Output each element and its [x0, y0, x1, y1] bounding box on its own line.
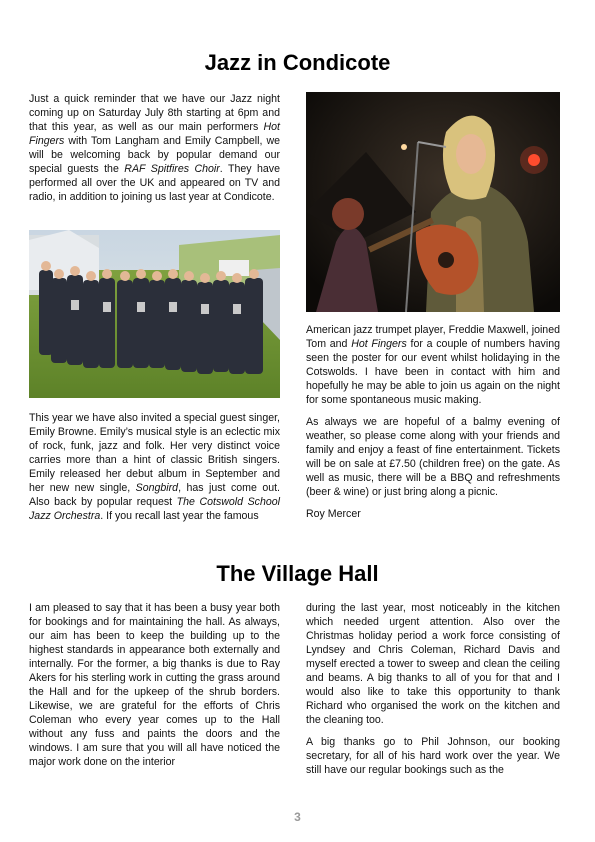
- hall-paragraph-2: during the last year, most noticeably in the kitchen which needed urgent attention. Also over the Christmas holiday period a work force consisting of Lyndsey and Chris Coleman, Richard Davis and myself erected a tower to sweep and clean the ceiling and beams. A big thanks to all of you for that and I would also like to take this opportunity to thank Richard who organised the work on the kitchen and the cleaning too.: [306, 602, 560, 726]
- jazz-left-bottom-column: [29, 411, 280, 523]
- hall-paragraph-1: I am pleased to say that it has been a busy year both for bookings and for maintaining the hall. As always, our aim has been to keep the building up to the highest standards in appearance both externally and internally. For the former, a big thanks is due to Ray Akers for his sterling work in cutting the grass around the Hall and for the upkeep of the shrub borders. Likewise, we are grateful for the efforts of Chris Coleman who every year comes up to the Hall without any fuss and paints the doors and the windows. I am sure that you will all have noticed the major work done on the interior: [29, 602, 280, 768]
- choir-photo: [29, 230, 280, 398]
- hall-paragraph-3: A big thanks go to Phil Johnson, our booking secretary, for all of his hard work over the year. We still have our regular bookings such as the: [306, 736, 560, 776]
- italic-text: Hot Fingers: [351, 338, 407, 350]
- guitarist-photo: [306, 92, 560, 312]
- jazz-paragraph-2: This year we have also invited a special guest singer, Emily Browne. Emily’s musical style is an eclectic mix of rock, funk, jazz and folk. Her very distinct voice carries more than a hint of classic British singers. Emily released her debut album in September and her new new single, Songbird, has just come out. Also back by popular request The Cotswold School Jazz Orchestra. If you recall last year the famous: [29, 412, 280, 522]
- italic-text: RAF Spitfires Choir: [124, 163, 220, 175]
- hall-left-column: [29, 601, 280, 769]
- jazz-right-column: [306, 323, 560, 521]
- hall-right-column: [306, 601, 560, 777]
- jazz-paragraph-4: As always we are hopeful of a balmy evening of weather, so please come along with your friends and family and enjoy a feast of fine entertainment. Tickets will be on sale at £7.50 (children free) on the gate. As well as music, there will be a BBQ and refreshments (beer & wine) or just bring along a picnic.: [306, 416, 560, 498]
- italic-text: Songbird: [135, 482, 179, 494]
- jazz-paragraph-1: Just a quick reminder that we have our Jazz night coming up on Saturday July 8th starting at 6pm and that this year, as well as our main performers Hot Fingers with Tom Langham and Emily Campbell, we will be welcoming back by popular demand our special guests the RAF Spitfires Choir. They have performed all over the UK and appeared on TV and radio, in addition to joining us last year at Condicote.: [29, 93, 280, 203]
- page-number: 3: [294, 810, 301, 824]
- jazz-title: Jazz in Condicote: [204, 50, 391, 75]
- jazz-paragraph-3: American jazz trumpet player, Freddie Maxwell, joined Tom and Hot Fingers for a couple of numbers having seen the poster for our event whilst holidaying in the Cotswolds. I have been in contact with him and hopefully he may be able to join us again on the night for some spontaneous music making.: [306, 324, 560, 406]
- jazz-left-top-column: [29, 92, 280, 204]
- village-hall-title: The Village Hall: [216, 561, 379, 586]
- jazz-signature: Roy Mercer: [306, 508, 361, 520]
- italic-text: Hot Fingers: [29, 121, 280, 147]
- italic-text: The Cotswold School Jazz Orchestra: [29, 496, 280, 522]
